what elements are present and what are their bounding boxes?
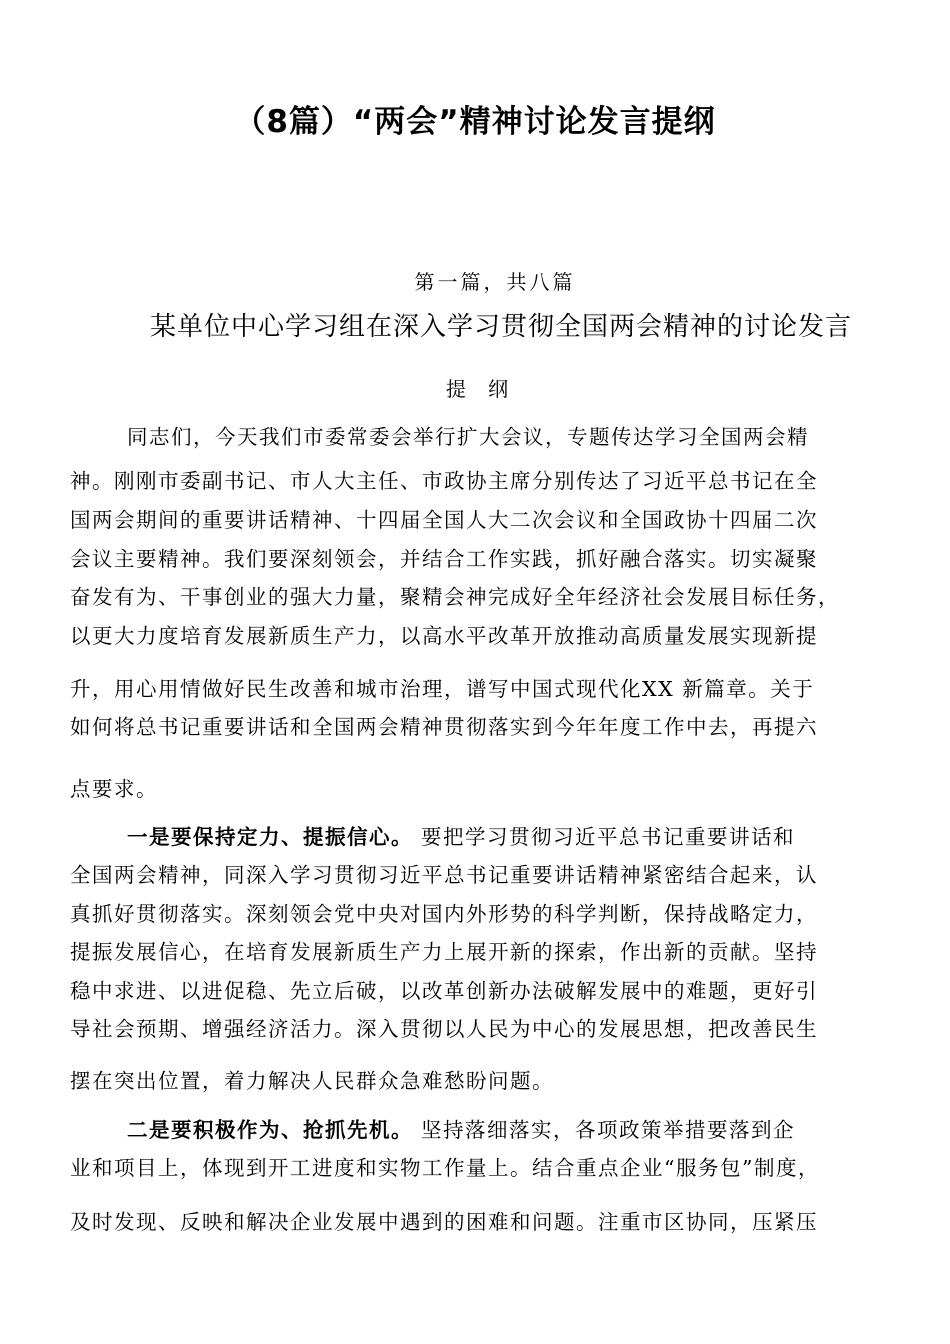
point-1-line: 真抓好贯彻落实。深刻领会党中央对国内外形势的科学判断，保持战略定力，: [70, 902, 818, 926]
intro-line: 以更大力度培育发展新质生产力，以高水平改革开放推动高质量发展实现新提: [70, 624, 818, 648]
point-1-first-line: [127, 820, 795, 850]
intro-line: 如何将总书记重要讲话和全国两会精神贯彻落实到今年年度工作中去，再提六: [70, 715, 818, 739]
point-2-first-line: [127, 1113, 795, 1143]
intro-line: 会议主要精神。我们要深刻领会，并结合工作实践，抓好融合落实。切实凝聚: [70, 547, 818, 571]
intro-line: 同志们，今天我们市委常委会举行扩大会议，专题传达学习全国两会精: [127, 425, 809, 449]
point-1-line: 提振发展信心，在培育发展新质生产力上展开新的探索，作出新的贡献。坚持: [70, 940, 818, 964]
point-2-line: 业和项目上，体现到开工进度和实物工作量上。结合重点企业“服务包”制度，: [70, 1156, 820, 1180]
point-1-line: 导社会预期、增强经济活力。深入贯彻以人民为中心的发展思想，把改善民生: [70, 1017, 818, 1041]
outline-label: 提 纲: [445, 377, 517, 401]
intro-line: 奋发有为、干事创业的强大力量，聚精会神完成好全年经济社会发展目标任务，: [70, 585, 840, 609]
point-2-heading: 二是要积极作为、抢抓先机。: [127, 1118, 413, 1142]
point-1-line: 稳中求进、以进促稳、先立后破，以改革创新办法破解发展中的难题，更好引: [70, 979, 818, 1003]
point-1-line: 摆在突出位置，着力解决人民群众急难愁盼问题。: [70, 1069, 554, 1093]
intro-line: 国两会期间的重要讲话精神、十四届全国人大二次会议和全国政协十四届二次: [70, 508, 818, 532]
point-2-text: 坚持落细落实，各项政策举措要落到企: [413, 1118, 796, 1142]
intro-line: 点要求。: [70, 777, 158, 801]
point-1-text: 要把学习贯彻习近平总书记重要讲话和: [413, 825, 796, 849]
document-title: （8篇）“两会”精神讨论发言提纲: [234, 104, 716, 140]
point-1-heading: 一是要保持定力、提振信心。: [127, 825, 413, 849]
intro-line: 神。刚刚市委副书记、市人大主任、市政协主席分别传达了习近平总书记在全: [70, 469, 818, 493]
point-2-line: 及时发现、反映和解决企业发展中遇到的困难和问题。注重市区协同，压紧压: [70, 1210, 818, 1234]
intro-line: 升，用心用情做好民生改善和城市治理，谱写中国式现代化XX 新篇章。关于: [70, 677, 815, 701]
article-title: 某单位中心学习组在深入学习贯彻全国两会精神的讨论发言: [149, 312, 852, 342]
point-1-line: 全国两会精神，同深入学习贯彻习近平总书记重要讲话精神紧密结合起来，认: [70, 863, 818, 887]
part-label: 第一篇，共八篇: [414, 270, 576, 294]
